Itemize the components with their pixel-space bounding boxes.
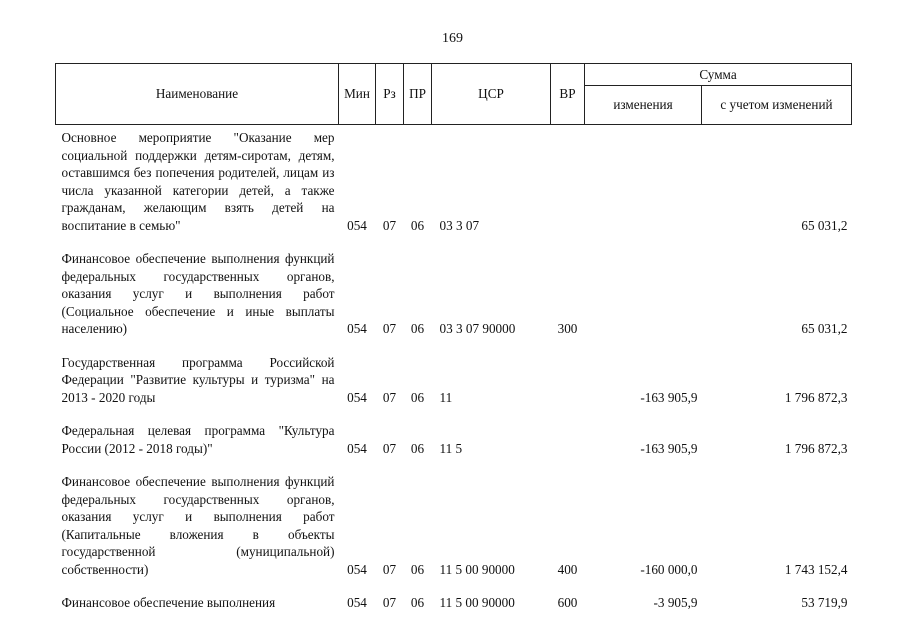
cell-csr: 03 3 07 90000 (439, 321, 516, 336)
cell-vr (551, 125, 585, 235)
table-header (56, 64, 852, 125)
header-rz: Рз (376, 64, 404, 125)
cell-name: Финансовое обеспечение выполнения функций федеральных государственных органов, оказания услуг и выполнения работ (Капитальные вложения в объекты государственной (муниципальной) собственности) (61, 474, 335, 577)
cell-vr (551, 406, 585, 457)
table-row (56, 406, 852, 457)
cell-pr: 06 (410, 389, 425, 405)
cell-with-changes: 65 031,2 (801, 321, 848, 336)
cell-changes: -160 000,0 (640, 561, 698, 577)
cell-name: Основное мероприятие "Оказание мер социальной поддержки детям-сиротам, детям, оставшимся без попечения родителей, лицам из числа указанной категории детей, а также гражданам, желающим взять детей на воспитание в семью" (61, 130, 335, 233)
cell-min: 054 (347, 321, 367, 336)
header-pr: ПР (404, 64, 432, 125)
table-row (56, 338, 852, 407)
cell-vr: 300 (557, 321, 578, 336)
cell-with-changes: 1 743 152,4 (784, 561, 848, 577)
cell-changes (585, 234, 702, 338)
cell-min: 054 (347, 389, 367, 405)
cell-pr: 06 (410, 217, 425, 233)
header-changes: изменения (585, 86, 702, 125)
header-with-changes: с учетом изменений (702, 86, 852, 125)
cell-pr: 06 (410, 561, 425, 577)
table-row (56, 578, 852, 612)
cell-rz: 07 (382, 217, 397, 233)
cell-rz: 07 (382, 440, 397, 456)
cell-min: 054 (347, 561, 367, 577)
cell-vr (551, 338, 585, 407)
cell-csr: 11 5 (439, 440, 463, 456)
table-row (56, 234, 852, 338)
cell-with-changes: 53 719,9 (801, 595, 848, 610)
cell-rz: 07 (382, 561, 397, 577)
cell-min: 054 (347, 217, 367, 233)
cell-vr: 600 (557, 595, 578, 610)
header-sum: Сумма (585, 64, 852, 86)
cell-pr: 06 (410, 440, 425, 456)
cell-vr: 400 (557, 561, 578, 577)
cell-rz: 07 (382, 389, 397, 405)
cell-csr: 11 (439, 389, 453, 405)
table-row (56, 125, 852, 235)
header-csr: ЦСР (432, 64, 551, 125)
cell-changes (585, 125, 702, 235)
table-body (56, 125, 852, 612)
cell-csr: 11 5 00 90000 (439, 561, 515, 577)
cell-changes: -3 905,9 (653, 595, 698, 610)
header-min: Мин (339, 64, 376, 125)
cell-name: Федеральная целевая программа "Культура России (2012 - 2018 годы)" (61, 423, 335, 456)
cell-rz: 07 (382, 595, 397, 610)
cell-min: 054 (347, 595, 367, 610)
cell-with-changes: 1 796 872,3 (784, 389, 848, 405)
cell-changes: -163 905,9 (640, 389, 698, 405)
cell-with-changes: 65 031,2 (801, 217, 848, 233)
table-row (56, 457, 852, 578)
cell-changes: -163 905,9 (640, 440, 698, 456)
page-number: 169 (442, 31, 463, 46)
cell-with-changes: 1 796 872,3 (784, 440, 848, 456)
cell-pr: 06 (410, 321, 425, 336)
budget-table (55, 63, 852, 612)
cell-pr: 06 (410, 595, 425, 610)
cell-name: Финансовое обеспечение выполнения функций федеральных государственных органов, оказания услуг и выполнения работ (Социальное обеспечение и иные выплаты населению) (61, 251, 335, 336)
header-vr: ВР (551, 64, 585, 125)
header-name: Наименование (56, 64, 339, 125)
cell-csr: 11 5 00 90000 (439, 595, 515, 610)
cell-rz: 07 (382, 321, 397, 336)
cell-csr: 03 3 07 (439, 217, 480, 233)
cell-name: Финансовое обеспечение выполнения (61, 595, 276, 610)
cell-min: 054 (347, 440, 367, 456)
cell-name: Государственная программа Российской Федерации "Развитие культуры и туризма" на 2013 - 2020 годы (61, 354, 335, 405)
